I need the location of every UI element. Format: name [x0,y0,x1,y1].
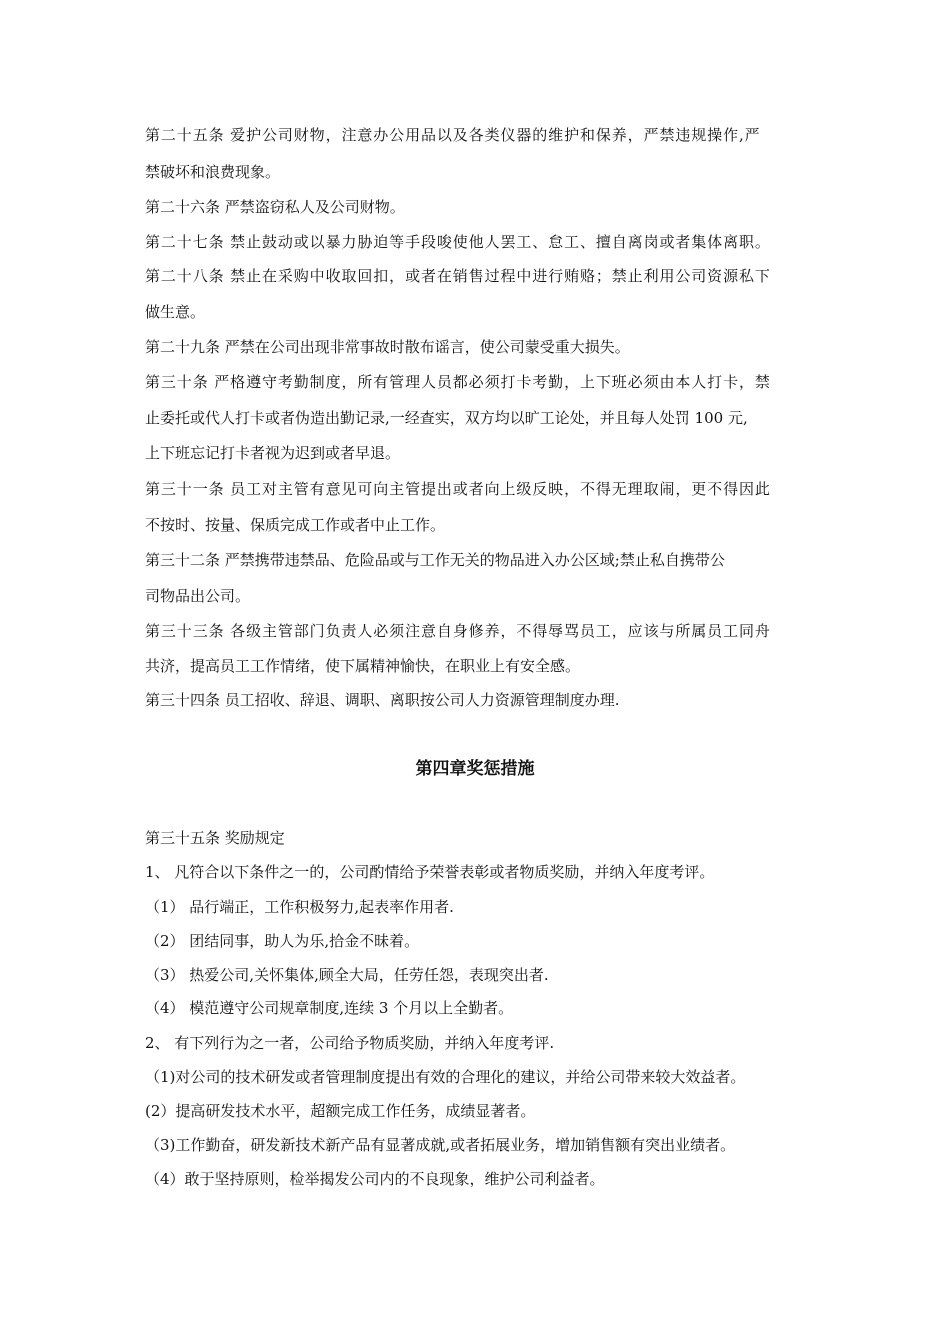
article-33-line-2: 共济，提高员工工作情绪，使下属精神愉快，在职业上有安全感。 [145,657,581,675]
article-34: 第三十四条 员工招收、辞退、调职、离职按公司人力资源管理制度办理. [145,691,620,709]
article-30-line-1: 第三十条 严格遵守考勤制度，所有管理人员都必须打卡考勤，上下班必须由本人打卡，禁 [145,373,771,391]
article-30-line-3: 上下班忘记打卡者视为迟到或者早退。 [145,444,401,462]
reward-item-2-3: （3)工作勤奋，研发新技术新产品有显著成就,或者拓展业务，增加销售额有突出业绩者。 [145,1136,736,1154]
article-35-heading: 第三十五条 奖励规定 [145,829,285,847]
article-27: 第二十七条 禁止鼓动或以暴力胁迫等手段唆使他人罢工、怠工、擅自离岗或者集体离职。 [145,233,771,251]
article-25-line-1: 第二十五条 爱护公司财物，注意办公用品以及各类仪器的维护和保养，严禁违规操作,严 [145,126,761,144]
reward-item-1-1: （1） 品行端正，工作积极努力,起表率作用者. [145,898,454,916]
article-30-line-2: 止委托或代人打卡或者伪造出勤记录,一经查实，双方均以旷工论处，并且每人处罚 100 元, [145,409,748,427]
article-29: 第二十九条 严禁在公司出现非常事故时散布谣言，使公司蒙受重大损失。 [145,338,630,356]
article-31-line-2: 不按时、按量、保质完成工作或者中止工作。 [145,516,446,534]
article-32-line-1: 第三十二条 严禁携带违禁品、危险品或与工作无关的物品进入办公区域;禁止私自携带公 [145,551,725,569]
reward-item-1-3: （3） 热爱公司,关怀集体,顾全大局，任劳任怨，表现突出者. [145,966,549,984]
article-25-line-2: 禁破坏和浪费现象。 [145,163,281,181]
article-26: 第二十六条 严禁盗窃私人及公司财物。 [145,198,405,216]
article-28-line-1: 第二十八条 禁止在采购中收取回扣，或者在销售过程中进行贿赂；禁止利用公司资源私下 [145,267,771,285]
reward-item-1-2: （2） 团结同事，助人为乐,拾金不昧着。 [145,932,420,950]
article-32-line-2: 司物品出公司。 [145,587,251,605]
reward-clause-1: 1、 凡符合以下条件之一的，公司酌情给予荣誉表彰或者物质奖励，并纳入年度考评。 [145,863,715,881]
chapter-title: 第四章奖惩措施 [415,759,535,779]
reward-item-2-1: （1)对公司的技术研发或者管理制度提出有效的合理化的建议，并给公司带来较大效益者。 [145,1068,746,1086]
reward-item-1-4: （4） 模范遵守公司规章制度,连续 3 个月以上全勤者。 [145,999,514,1017]
reward-item-2-4: （4）敢于坚持原则，检举揭发公司内的不良现象，维护公司利益者。 [145,1170,605,1188]
article-28-line-2: 做生意。 [145,303,206,321]
reward-clause-2: 2、 有下列行为之一者，公司给予物质奖励，并纳入年度考评. [145,1034,555,1052]
article-31-line-1: 第三十一条 员工对主管有意见可向主管提出或者向上级反映，不得无理取闹，更不得因此 [145,480,771,498]
reward-item-2-2: (2）提高研发技术水平，超额完成工作任务，成绩显著者。 [145,1102,536,1120]
article-33-line-1: 第三十三条 各级主管部门负责人必须注意自身修养，不得辱骂员工，应该与所属员工同舟 [145,622,771,640]
